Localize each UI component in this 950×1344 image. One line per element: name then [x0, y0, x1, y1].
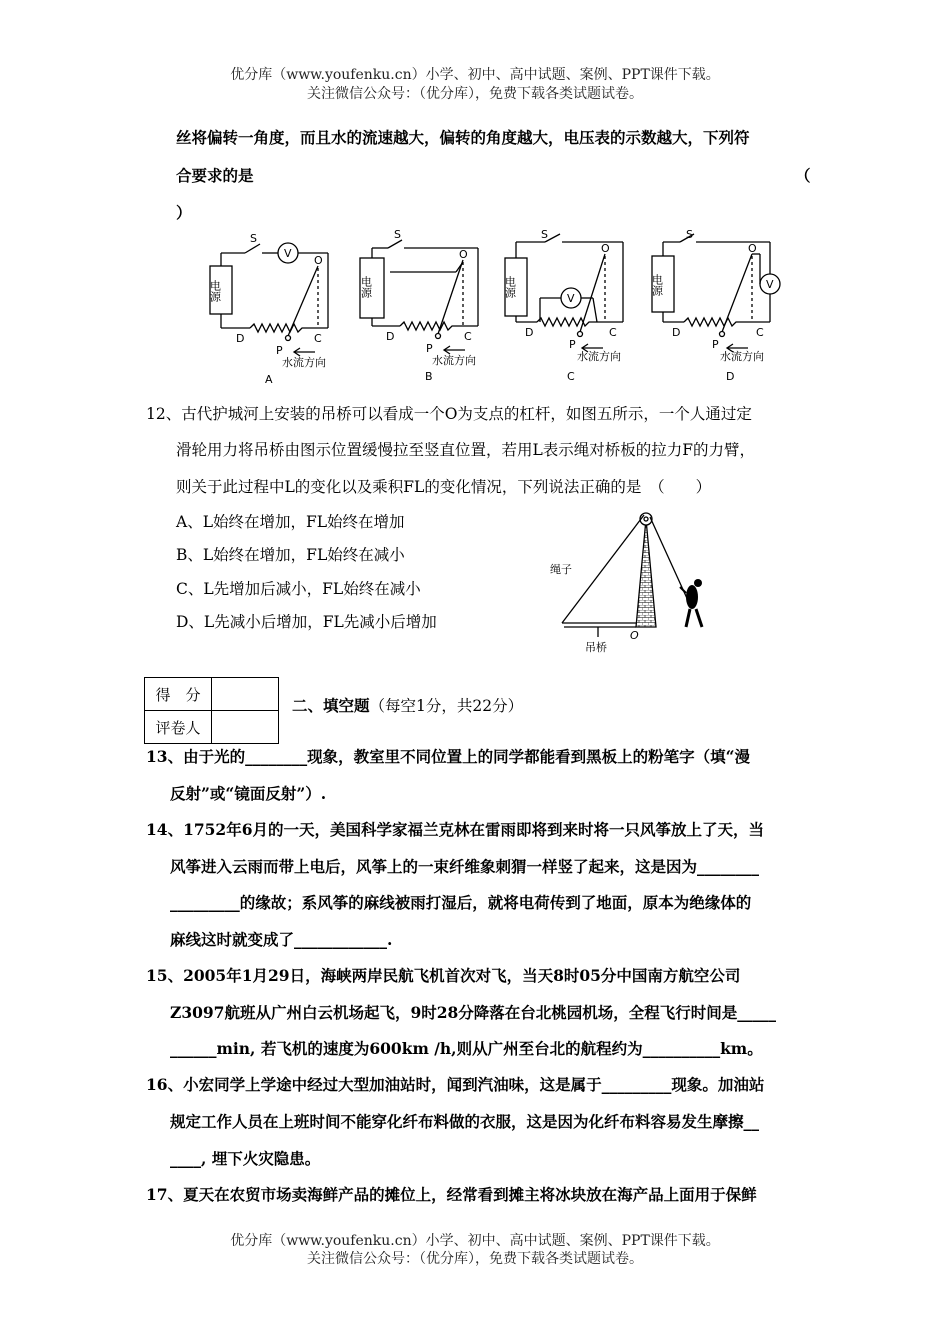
q13-line-1: 13、由于光的________现象，教室里不同位置上的同学都能看到黑板上的粉笔字（填“漫 [146, 747, 750, 766]
circuit-d-c-label: C [756, 326, 764, 339]
circuit-d-d-label: D [672, 326, 681, 339]
q14-line-4: 麻线这时就变成了____________. [170, 930, 393, 949]
q16-line-2: 规定工作人员在上班时间不能穿化纤布料做的衣服，这是因为化纤布料容易发生摩擦__ [170, 1112, 760, 1131]
circuit-a-pivot-label: O [314, 254, 323, 267]
circuit-a [210, 243, 328, 356]
circuit-c-voltmeter-label: V [567, 292, 575, 305]
circuit-d-pivot-label: O [748, 242, 757, 255]
circuit-d-flow-label: 水流方向 [720, 350, 764, 363]
q12-line-3: 则关于此过程中L的变化以及乘积FL的变化情况，下列说法正确的是 （ ） [176, 478, 712, 496]
q14-line-1: 14、1752年6月的一天，美国科学家福兰克林在雷雨即将到来时将一只风筝放上了天，当 [146, 820, 764, 839]
q12-line-1: 12、古代护城河上安装的吊桥可以看成一个O为支点的杠杆，如图五所示，一个人通过定 [146, 405, 752, 423]
q12-line-2: 滑轮用力将吊桥由图示位置缓慢拉至竖直位置，若用L表示绳对桥板的拉力F的力臂， [176, 441, 756, 459]
circuit-b-d-label: D [386, 330, 395, 343]
section2-heading [292, 694, 523, 716]
footer-line-2: 关注微信公众号：（优分库），免费下载各类试题试卷。 [307, 1251, 643, 1267]
figure-rope-label: 绳子 [550, 563, 572, 576]
section2-note: （每空1分，共22分） [369, 697, 524, 715]
circuit-a-d-label: D [236, 332, 245, 345]
q15-line-1: 15、2005年1月29日，海峡两岸民航飞机首次对飞，当天8时05分中国南方航空公司 [146, 966, 741, 985]
circuit-c-switch-label: S [541, 228, 548, 241]
circuit-a-p-label: P [276, 344, 283, 357]
circuit-c-pivot-label: O [601, 242, 610, 255]
circuit-b-power-label: 电源 [359, 276, 373, 298]
score-table [144, 677, 279, 744]
header-line-2: 关注微信公众号：（优分库），免费下载各类试题试卷。 [307, 86, 643, 102]
circuit-b-c-label: C [464, 330, 472, 343]
circuit-d-power-label: 电源 [650, 274, 664, 296]
q15-line-2: Z3097航班从广州白云机场起飞，9时28分降落在台北桃园机场，全程飞行时间是_____ [170, 1003, 777, 1022]
header-line-1: 优分库（www.youfenku.cn）小学、初中、高中试题、案例、PPT课件下载。 [230, 67, 720, 83]
score-cell[interactable] [212, 678, 279, 711]
circuit-d-option-label: D [726, 370, 735, 383]
circuit-a-power-label: 电源 [208, 280, 222, 302]
q11-paren-close: ） [176, 203, 192, 222]
circuit-b-pivot-label: O [459, 248, 468, 261]
circuit-d-p-label: P [712, 338, 719, 351]
q14-line-3: _________的缘故；系风筝的麻线被雨打湿后，就将电荷传到了地面，原本为绝缘体的 [170, 893, 752, 912]
q11-paren-open: （ [795, 166, 811, 185]
circuit-b-flow-label: 水流方向 [432, 354, 476, 367]
q12-option-c: C、L先增加后减小，FL始终在减小 [176, 580, 421, 598]
q14-line-2: 风筝进入云雨而带上电后，风筝上的一束纤维象刺猬一样竖了起来，这是因为________ [170, 857, 760, 876]
q15-line-3: ______min, 若飞机的速度为600km /h,则从广州至台北的航程约为__________km。 [170, 1039, 763, 1058]
circuit-d-voltmeter-label: V [766, 278, 774, 291]
circuit-a-voltmeter-label: V [284, 247, 292, 260]
footer-line-1: 优分库（www.youfenku.cn）小学、初中、高中试题、案例、PPT课件下载。 [230, 1233, 720, 1249]
circuit-a-option-label: A [265, 373, 273, 386]
circuit-d-switch-label: S [686, 228, 693, 241]
circuit-a-switch-label: S [250, 232, 257, 245]
q11-line-1: 丝将偏转一角度，而且水的流速越大，偏转的角度越大，电压表的示数越大，下列符 [176, 128, 750, 147]
circuit-b-p-label: P [426, 342, 433, 355]
circuit-b-option-label: B [425, 370, 433, 383]
q12-option-d: D、L先减小后增加，FL先减小后增加 [176, 613, 437, 631]
figure-pivot-label: O [630, 629, 639, 642]
circuit-c-p-label: P [569, 338, 576, 351]
figure-bridge-label: 吊桥 [585, 641, 607, 654]
circuit-c-option-label: C [567, 370, 575, 383]
grader-cell[interactable] [212, 711, 279, 744]
q11-line-2: 合要求的是 [176, 166, 254, 185]
q13-line-2: 反射”或“镜面反射”）. [170, 784, 327, 803]
circuit-c-power-label: 电源 [503, 276, 517, 298]
q16-line-1: 16、小宏同学上学途中经过大型加油站时，闻到汽油味，这是属于_________现象。加油站 [146, 1075, 765, 1094]
circuit-c-flow-label: 水流方向 [577, 350, 621, 363]
q16-line-3: ____, 埋下火灾隐患。 [170, 1149, 321, 1168]
section2-title: 二、填空题 [292, 696, 370, 715]
score-label: 得 分 [145, 678, 212, 711]
circuit-c-d-label: D [525, 326, 534, 339]
q12-option-b: B、L始终在增加，FL始终在减小 [176, 546, 405, 564]
circuit-b-switch-label: S [394, 228, 401, 241]
circuit-a-c-label: C [314, 332, 322, 345]
grader-label: 评卷人 [145, 711, 212, 744]
q11-circuit-figures [200, 228, 800, 388]
circuit-c-c-label: C [609, 326, 617, 339]
q17-line-1: 17、夏天在农贸市场卖海鲜产品的摊位上，经常看到摊主将冰块放在海产品上面用于保鲜 [146, 1185, 757, 1204]
q12-option-a: A、L始终在增加，FL始终在增加 [176, 513, 405, 531]
q12-drawbridge-figure [540, 505, 740, 655]
circuit-a-flow-label: 水流方向 [282, 356, 326, 369]
